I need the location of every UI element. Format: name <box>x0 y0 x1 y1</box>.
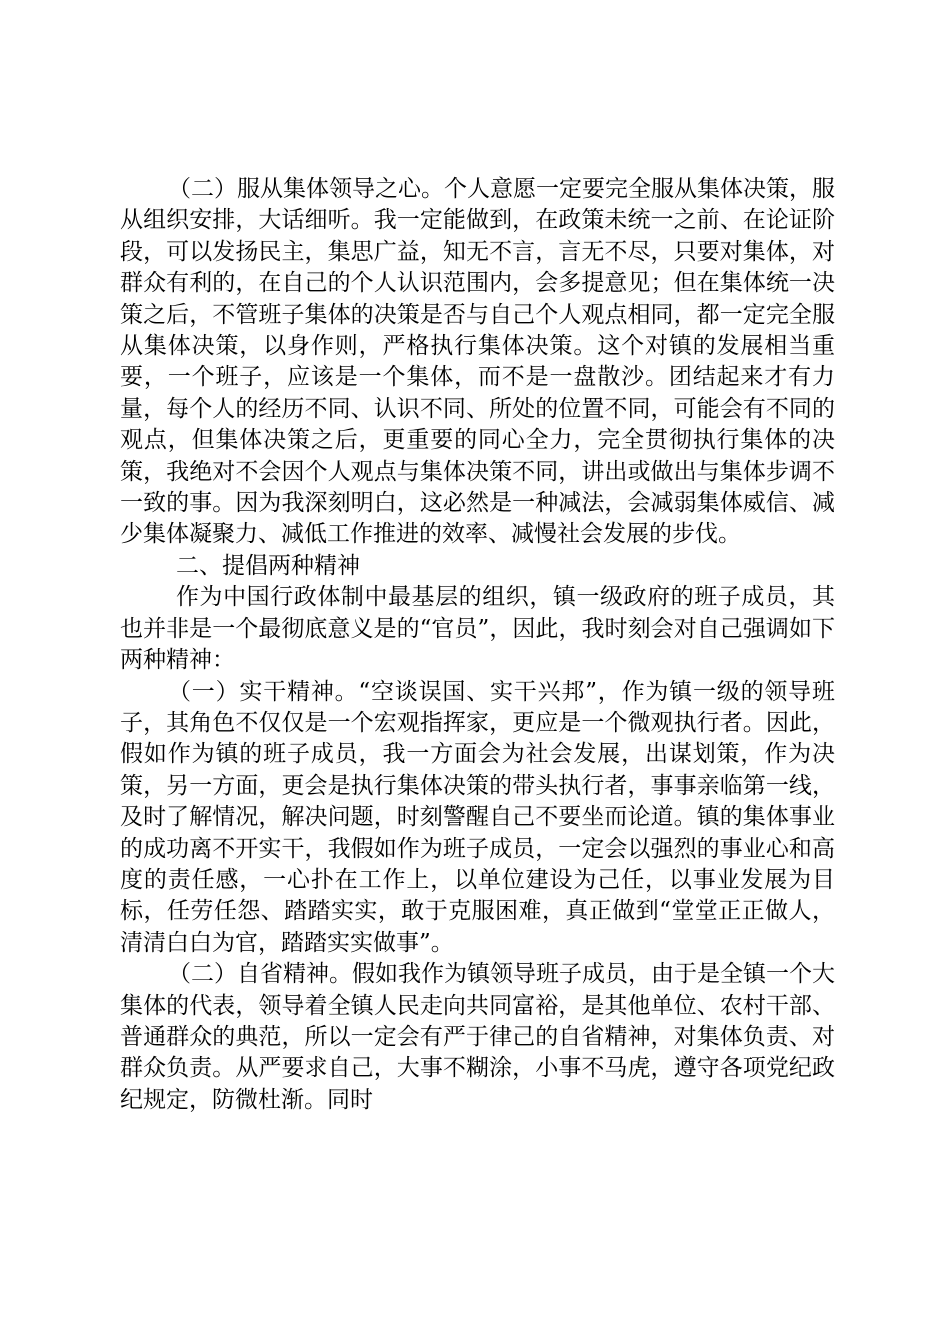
paragraph-two-spirits-intro: 作为中国行政体制中最基层的组织，镇一级政府的班子成员，其也并非是一个最彻底意义是的“官员”，因此，我时刻会对自己强调如下两种精神： <box>120 584 835 674</box>
paragraph-self-reflection-spirit: （二）自省精神。假如我作为镇领导班子成员，由于是全镇一个大集体的代表，领导着全镇人民走向共同富裕，是其他单位、农村干部、普通群众的典范，所以一定会有严于律己的自省精神，对集体负责、对群众负责。从严要求自己，大事不糊涂，小事不马虎，遵守各项党纪政纪规定，防微杜渐。同时 <box>120 961 835 1113</box>
paragraph-collective-leadership: （二）服从集体领导之心。个人意愿一定要完全服从集体决策，服从组织安排，大话细听。我一定能做到，在政策未统一之前、在论证阶段，可以发扬民主，集思广益，知无不言，言无不尽，只要对集体，对群众有利的，在自己的个人认识范围内，会多提意见；但在集体统一决策之后，不管班子集体的决策是否与自己个人观点相同，都一定完全服从集体决策，以身作则，严格执行集体决策。这个对镇的发展相当重要，一个班子，应该是一个集体，而不是一盘散沙。团结起来才有力量，每个人的经历不同、认识不同、所处的位置不同，可能会有不同的观点，但集体决策之后，更重要的同心全力，完全贯彻执行集体的决策，我绝对不会因个人观点与集体决策不同，讲出或做出与集体步调不一致的事。因为我深刻明白，这必然是一种减法，会减弱集体威信、减少集体凝聚力、减低工作推进的效率、减慢社会发展的步伐。 <box>120 176 835 548</box>
paragraph-practical-spirit: （一）实干精神。“空谈误国、实干兴邦”，作为镇一级的领导班子，其角色不仅仅是一个宏观指挥家，更应是一个微观执行者。因此，假如作为镇的班子成员，我一方面会为社会发展，出谋划策，作为决策，另一方面，更会是执行集体决策的带头执行者，事事亲临第一线，及时了解情况，解决问题，时刻警醒自己不要坐而论道。镇的集体事业的成功离不开实干，我假如作为班子成员，一定会以强烈的事业心和高度的责任感，一心扑在工作上，以单位建设为己任，以事业发展为目标，任劳任怨、踏踏实实，敢于克服困难，真正做到“堂堂正正做人，清清白白为官，踏踏实实做事”。 <box>120 678 835 956</box>
document-body <box>120 174 835 1116</box>
section-heading-two-spirits: 二、提倡两种精神 <box>176 552 360 579</box>
